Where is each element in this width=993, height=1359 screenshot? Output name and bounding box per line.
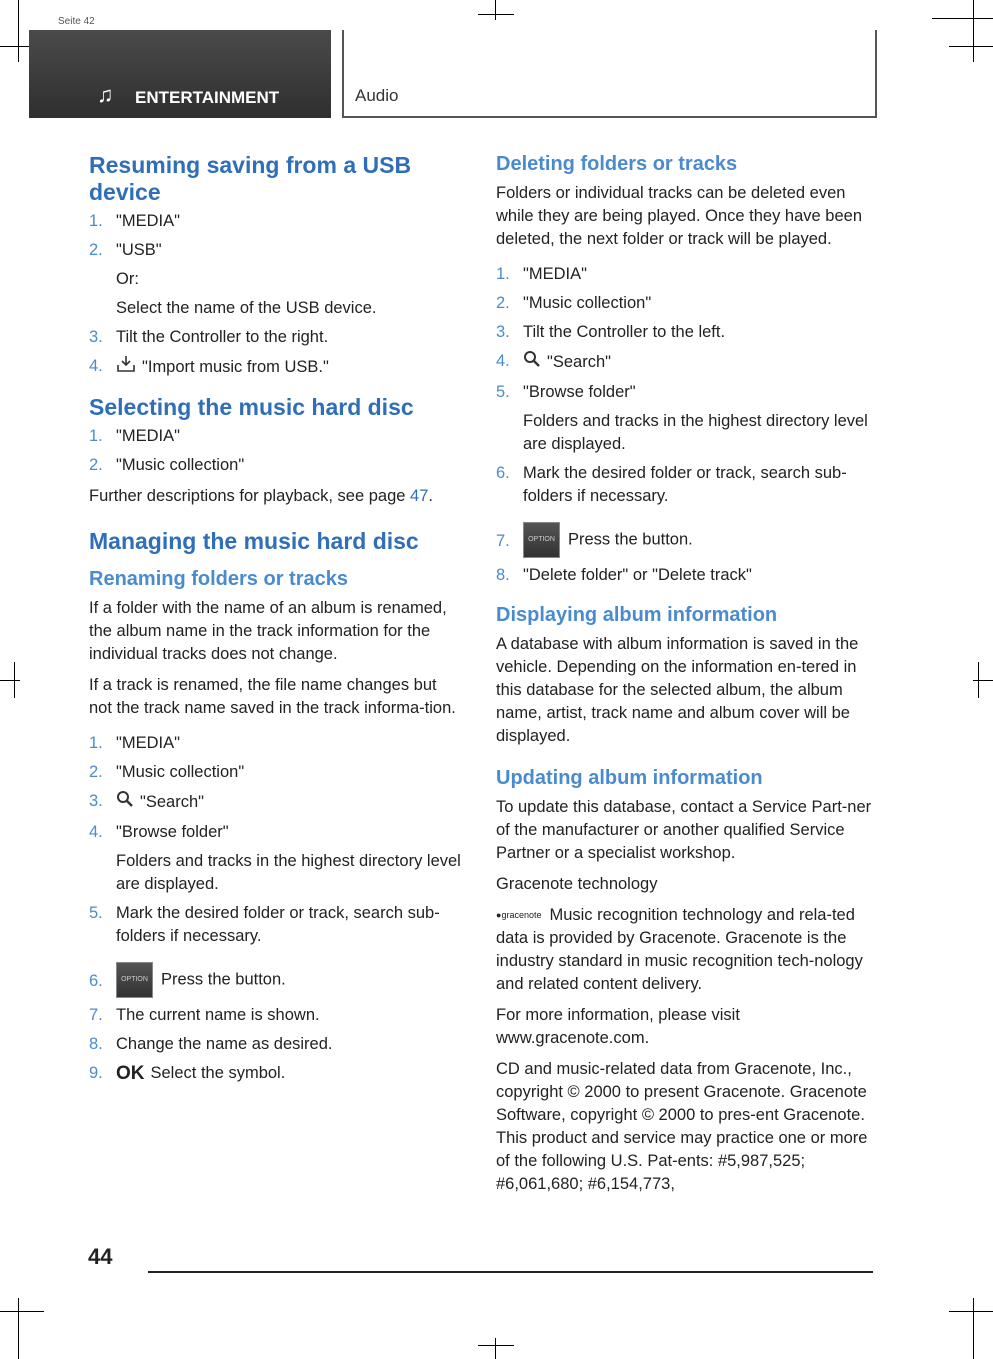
heading-delete: Deleting folders or tracks xyxy=(496,153,738,175)
select-note: Further descriptions for playback, see page 47. xyxy=(89,487,433,505)
list-item: 3. "Search" xyxy=(89,790,464,815)
display-paragraph: A database with album information is saved in the vehicle. Depending on the information en-tered in this database for the selected album, the album name, artist, track name and album cover will be displayed. xyxy=(496,635,859,745)
update-paragraph: Gracenote technology xyxy=(496,875,658,893)
import-icon xyxy=(116,355,136,380)
option-button-icon: OPTION xyxy=(116,962,153,998)
list-item: 2. "Music collection" xyxy=(89,763,245,781)
right-column xyxy=(496,152,873,1204)
heading-update: Updating album information xyxy=(496,767,763,789)
crop-mark xyxy=(18,0,19,62)
crop-mark xyxy=(14,662,15,698)
list-item: 2. "USB" Or: Select the name of the USB device. xyxy=(89,239,464,320)
crop-mark xyxy=(949,46,993,47)
rename-steps xyxy=(89,732,464,1085)
list-item: 1. "MEDIA" xyxy=(89,212,180,230)
list-item: 9. OK Select the symbol. xyxy=(89,1063,286,1085)
list-item: 2. "Music collection" xyxy=(496,294,652,312)
music-note-icon: ♫ xyxy=(97,82,114,107)
list-item: 3. Tilt the Controller to the left. xyxy=(496,323,726,341)
crop-mark xyxy=(932,18,993,19)
update-paragraph: For more information, please visit www.gracenote.com. xyxy=(496,1006,740,1048)
crop-mark xyxy=(478,14,514,15)
select-steps xyxy=(89,425,464,477)
section-title: ENTERTAINMENT xyxy=(135,88,280,107)
list-item: 2. "Music collection" xyxy=(89,456,245,474)
delete-steps xyxy=(496,263,873,587)
left-column xyxy=(89,152,464,1093)
section-header xyxy=(29,30,331,118)
list-item: 4. "Import music from USB." xyxy=(89,355,464,380)
list-item: 3. Tilt the Controller to the right. xyxy=(89,328,329,346)
list-item: 1. "MEDIA" xyxy=(496,265,587,283)
page-marker: Seite 42 xyxy=(58,16,95,27)
search-icon xyxy=(116,790,134,815)
list-item: 8. Change the name as desired. xyxy=(89,1035,333,1053)
list-item: 7. OPTION Press the button. xyxy=(496,522,873,558)
crop-mark xyxy=(973,0,974,62)
heading-rename: Renaming folders or tracks xyxy=(89,568,348,590)
page-number: 44 xyxy=(88,1244,113,1269)
heading-usb: Resuming saving from a USB device xyxy=(89,152,412,205)
list-item: 8. "Delete folder" or "Delete track" xyxy=(496,566,752,584)
crop-mark xyxy=(973,680,993,681)
subsection-header xyxy=(342,30,877,118)
crop-mark xyxy=(495,0,496,20)
list-item: 4. "Browse folder" Folders and tracks in the highest directory level are displayed. xyxy=(89,823,461,893)
heading-select: Selecting the music hard disc xyxy=(89,394,414,420)
option-button-icon: OPTION xyxy=(523,522,560,558)
crop-mark xyxy=(0,1311,44,1312)
crop-mark xyxy=(495,1338,496,1359)
crop-mark xyxy=(978,662,979,698)
list-item: 5. "Browse folder" Folders and tracks in the highest directory level are displayed. xyxy=(496,383,868,453)
usb-steps xyxy=(89,210,464,380)
list-item: 1. "MEDIA" xyxy=(89,734,180,752)
ok-icon: OK xyxy=(116,1063,145,1085)
gracenote-logo: ●gracenote xyxy=(496,910,542,921)
crop-mark xyxy=(0,680,20,681)
list-item: 7. The current name is shown. xyxy=(89,1006,320,1024)
subsection-title: Audio xyxy=(355,86,399,105)
or-label: Or: xyxy=(116,270,139,288)
update-paragraph: CD and music-related data from Gracenote, Inc., copyright © 2000 to present Gracenote. Gracenote Software, copyright © 2000 to pres-ent Gracenote. This product and service may practice one or more of the following U.S. Pat-ents: #5,987,525; #6,061,680; #6,154,773, xyxy=(496,1060,868,1194)
or-text: Select the name of the USB device. xyxy=(116,299,377,317)
crop-mark xyxy=(973,1298,974,1359)
list-item: 6. OPTION Press the button. xyxy=(89,962,464,998)
heading-manage: Managing the music hard disc xyxy=(89,528,419,554)
list-item: 6. Mark the desired folder or track, search sub-folders if necessary. xyxy=(496,464,847,505)
list-item: 1. "MEDIA" xyxy=(89,427,180,445)
search-icon xyxy=(523,350,541,375)
list-item: 5. Mark the desired folder or track, search sub-folders if necessary. xyxy=(89,904,440,945)
rename-paragraph: If a folder with the name of an album is renamed, the album name in the track information for the individual tracks does not change. xyxy=(89,599,447,663)
crop-mark xyxy=(949,1311,993,1312)
update-paragraph: To update this database, contact a Service Part-ner of the manufacturer or another qualified Service Partner or a specialist workshop. xyxy=(496,798,872,862)
heading-display: Displaying album information xyxy=(496,604,778,626)
update-paragraph: ●gracenote Music recognition technology and rela-ted data is provided by Gracenote. Gracenote is the industry standard in music recognition tech-nology and related content delivery. xyxy=(496,906,863,994)
crop-mark xyxy=(478,1345,514,1346)
crop-mark xyxy=(18,1298,19,1359)
footer-rule xyxy=(148,1271,873,1273)
page-link[interactable]: 47 xyxy=(410,487,429,505)
delete-paragraph: Folders or individual tracks can be deleted even while they are being played. Once they have been deleted, the next folder or track will be played. xyxy=(496,184,862,248)
rename-paragraph: If a track is renamed, the file name changes but not the track name saved in the track informa-tion. xyxy=(89,676,456,717)
list-item: 4. "Search" xyxy=(496,350,873,375)
